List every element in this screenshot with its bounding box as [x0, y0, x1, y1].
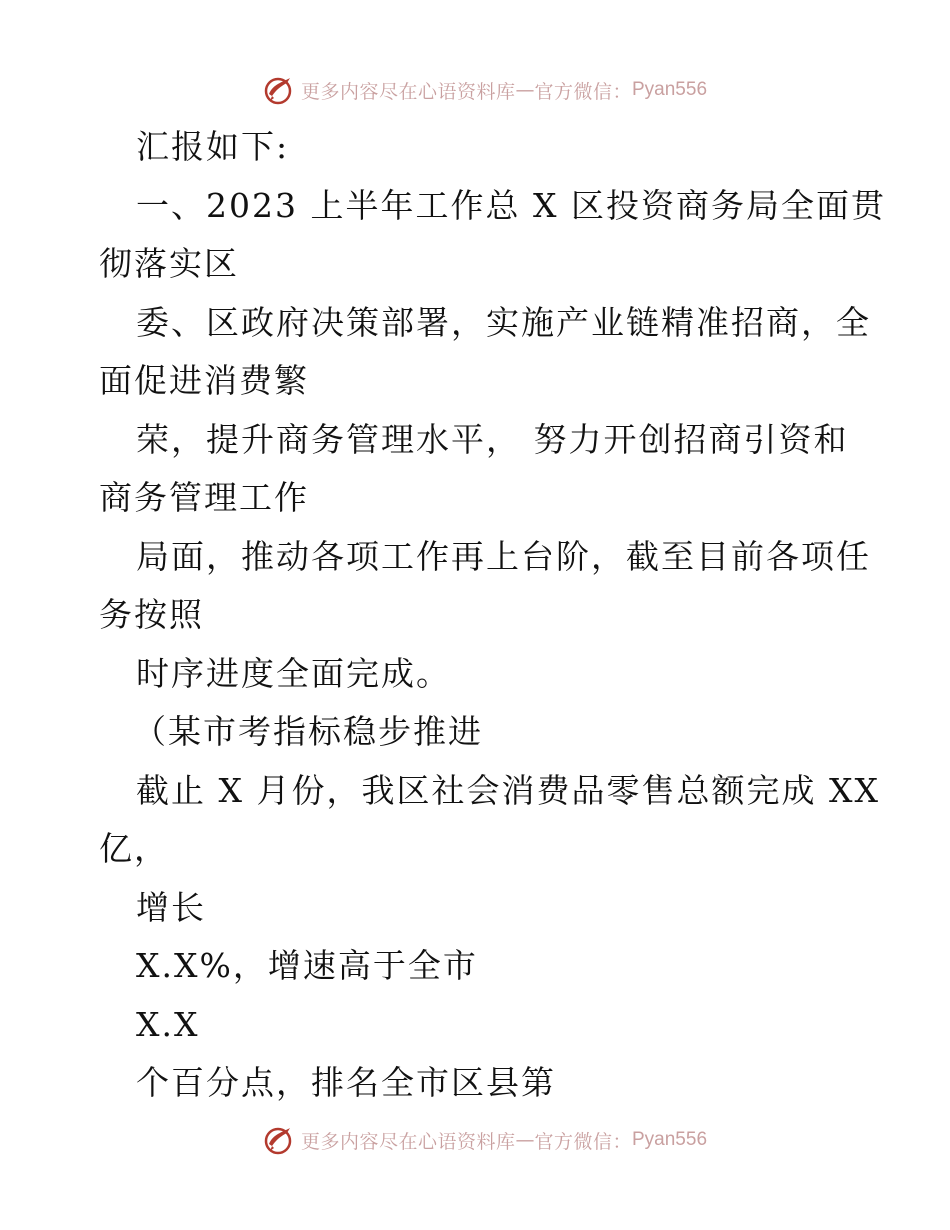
footer-watermark-banner: [0, 1120, 950, 1160]
text-line: 个百分点，排名全市区县第: [136, 1063, 556, 1102]
pen-logo-icon: [263, 74, 295, 106]
text-line: 商务管理工作: [99, 478, 309, 517]
header-banner-wechat-label: 官方微信：: [534, 80, 632, 103]
footer-banner-separator: —: [515, 1129, 535, 1151]
header-banner-wechat-id: Pyan556: [632, 79, 708, 100]
footer-banner-content: [263, 1124, 707, 1156]
text-line: 务按照: [99, 595, 204, 634]
header-banner-text: 更多内容尽在心语资料库: [300, 80, 516, 103]
text-line: 亿，: [99, 829, 169, 868]
text-line: 委、区政府决策部署，实施产业链精准招商，全: [136, 302, 871, 342]
text-line: 增长: [136, 887, 206, 927]
text-line: 局面，推动各项工作再上台阶，截至目前各项任: [136, 536, 871, 576]
footer-banner-wechat-label: 官方微信：: [534, 1130, 632, 1153]
text-line: 面促进消费繁: [99, 361, 309, 400]
header-watermark-banner: [0, 70, 950, 110]
text-line: X.X: [136, 1004, 200, 1044]
text-line: 彻落实区: [99, 244, 239, 283]
document-body: [99, 118, 886, 1113]
footer-banner-text: 更多内容尽在心语资料库: [300, 1130, 516, 1153]
text-line: X.X%，增速高于全市: [136, 946, 478, 985]
header-banner-content: [263, 74, 707, 106]
text-line: 截止 X 月份，我区社会消费品零售总额完成 XX: [136, 770, 880, 810]
text-line: 汇报如下:: [136, 127, 290, 166]
text-line: 一、2023 上半年工作总 X 区投资商务局全面贯: [136, 185, 886, 225]
pen-logo-icon: [263, 1124, 295, 1156]
text-line: 荣，提升商务管理水平， 努力开创招商引资和: [136, 419, 849, 459]
text-line: 时序进度全面完成。: [136, 653, 451, 693]
header-banner-separator: —: [515, 79, 535, 101]
text-line: （某市考指标稳步推进: [133, 712, 483, 751]
footer-banner-wechat-id: Pyan556: [632, 1129, 708, 1150]
